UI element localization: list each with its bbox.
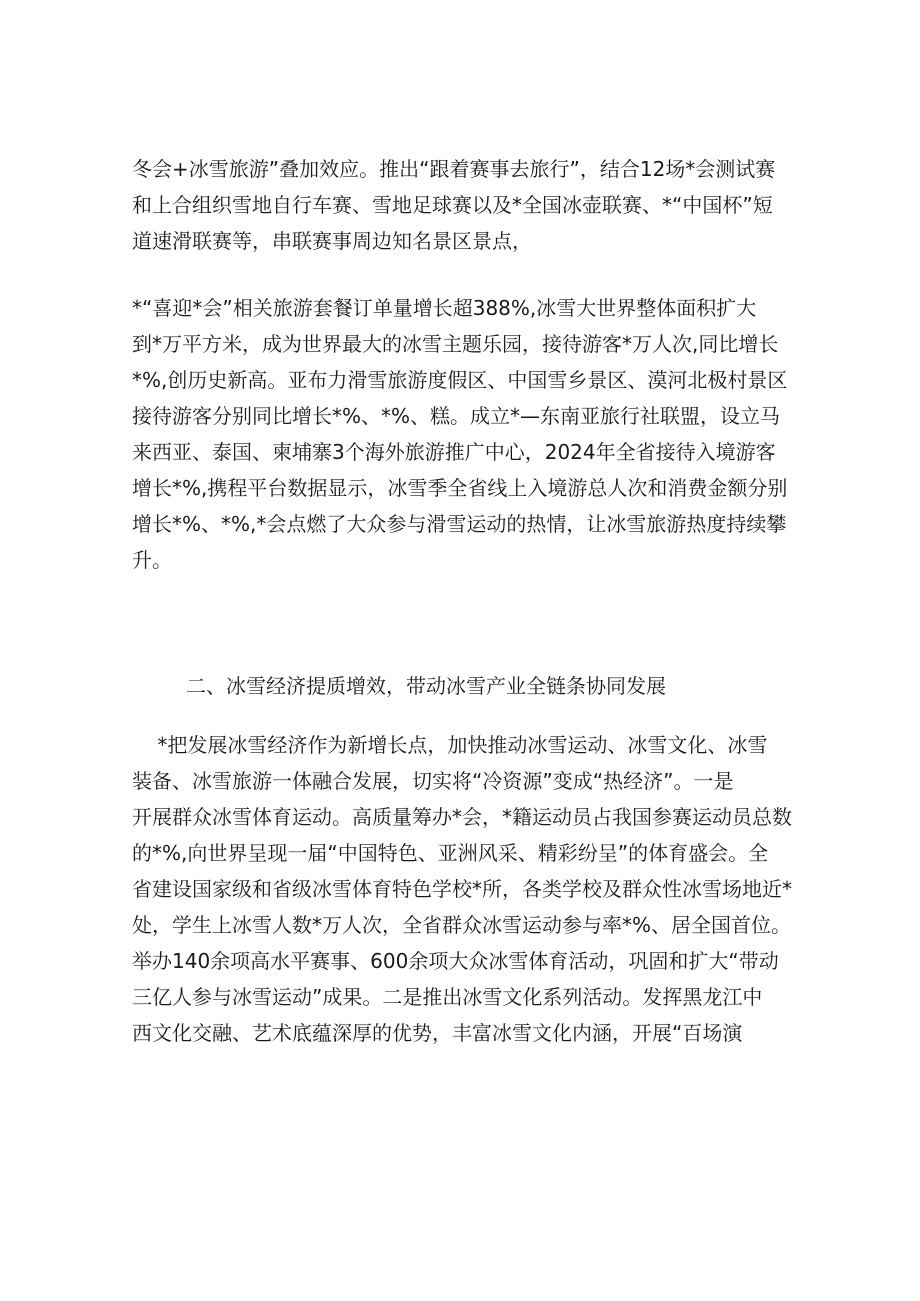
paragraph-line: 三亿人参与冰雪运动”成果。二是推出冰雪文化系列活动。发挥黑龙江中 bbox=[132, 985, 763, 1009]
paragraph-line: 和上合组织雪地自行车赛、雪地足球赛以及*全国冰壶联赛、*“中国杯”短 bbox=[132, 193, 773, 217]
paragraph-1 bbox=[132, 151, 792, 259]
paragraph-line: 开展群众冰雪体育运动。高质量筹办*会，*籍运动员占我国参赛运动员总数 bbox=[132, 805, 792, 829]
paragraph-line: 增长*%,携程平台数据显示，冰雪季全省线上入境游总人次和消费金额分别 bbox=[132, 476, 788, 500]
paragraph-line: 西文化交融、艺术底蕴深厚的优势，丰富冰雪文化内涵，开展“百场演 bbox=[132, 1021, 743, 1045]
paragraph-line: 的*%,向世界呈现一届“中国特色、亚洲风采、精彩纷呈”的体育盛会。全 bbox=[132, 841, 769, 865]
paragraph-line: *%,创历史新高。亚布力滑雪旅游度假区、中国雪乡景区、漠河北极村景区 bbox=[132, 368, 788, 392]
section-heading: 二、冰雪经济提质增效，带动冰雪产业全链条协同发展 bbox=[186, 674, 666, 698]
paragraph-3 bbox=[132, 727, 792, 1051]
paragraph-line: 来西亚、泰国、柬埔寨3个海外旅游推广中心，2024年全省接待入境游客 bbox=[132, 440, 776, 464]
paragraph-line: 冬会+冰雪旅游”叠加效应。推出“跟着赛事去旅行”，结合12场*会测试赛 bbox=[132, 157, 776, 181]
paragraph-2 bbox=[132, 290, 792, 578]
paragraph-line: 举办140余项高水平赛事、600余项大众冰雪体育活动，巩固和扩大“带动 bbox=[132, 949, 779, 973]
paragraph-line: 道速滑联赛等，串联赛事周边知名景区景点， bbox=[132, 229, 532, 253]
paragraph-line: *“喜迎*会”相关旅游套餐订单量增长超388%,冰雪大世界整体面积扩大 bbox=[132, 296, 757, 320]
paragraph-line: 装备、冰雪旅游一体融合发展，切实将“冷资源”变成“热经济”。一是 bbox=[132, 769, 734, 793]
paragraph-line: 接待游客分别同比增长*%、*%、糕。成立*—东南亚旅行社联盟，设立马 bbox=[132, 404, 781, 428]
paragraph-line: 到*万平方米，成为世界最大的冰雪主题乐园，接待游客*万人次,同比增长 bbox=[132, 332, 779, 356]
paragraph-line: 省建设国家级和省级冰雪体育特色学校*所，各类学校及群众性冰雪场地近* bbox=[132, 877, 792, 901]
paragraph-line: 处，学生上冰雪人数*万人次，全省群众冰雪运动参与率*%、居全国首位。 bbox=[132, 913, 792, 937]
paragraph-line: 增长*%、*%,*会点燃了大众参与滑雪运动的热情，让冰雪旅游热度持续攀 bbox=[132, 512, 787, 536]
paragraph-line: *把发展冰雪经济作为新增长点，加快推动冰雪运动、冰雪文化、冰雪 bbox=[132, 733, 768, 757]
paragraph-line: 升。 bbox=[132, 548, 172, 572]
